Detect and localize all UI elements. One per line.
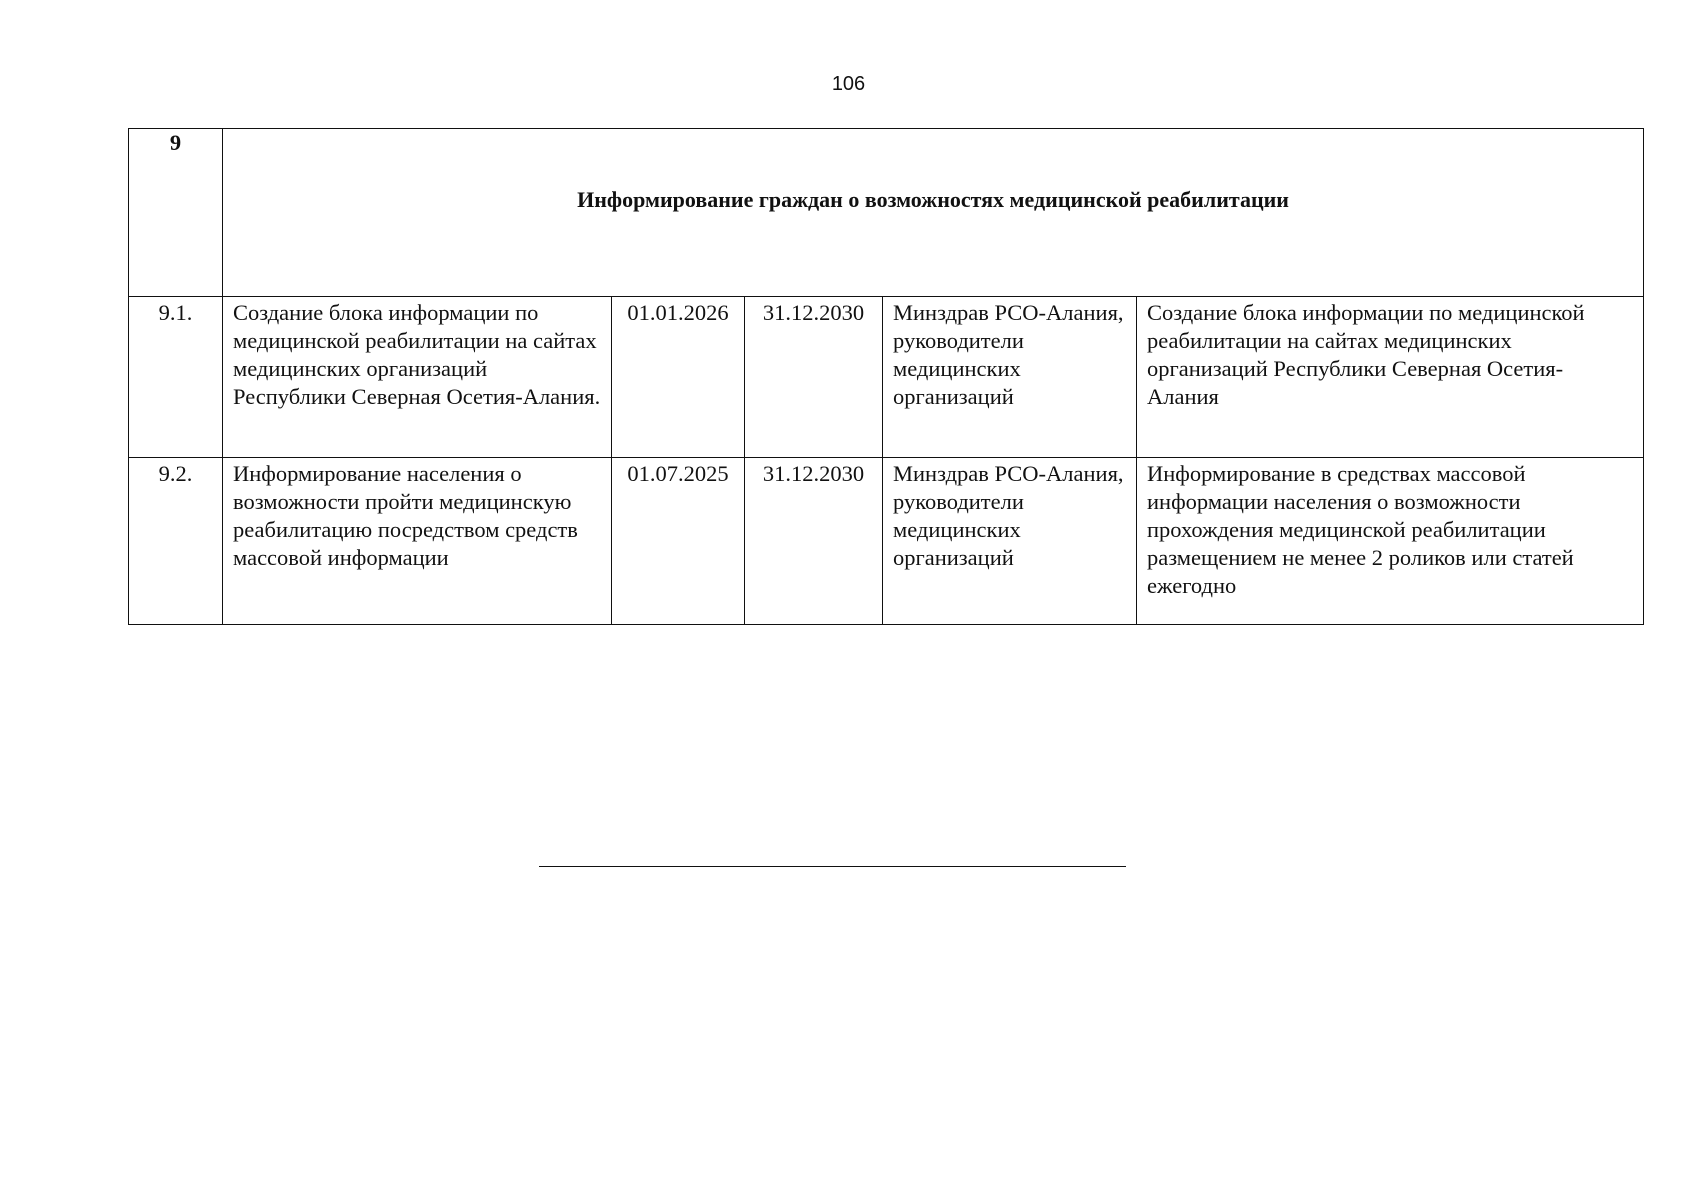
row-action: Создание блока информации по медицинской реабилитации на сайтах медицинских организаций Республики Северная Осетия-Алания.	[223, 297, 612, 458]
row-responsible: Минздрав РСО-Алания, руководители медицинских организаций	[883, 458, 1137, 625]
row-end-date: 31.12.2030	[745, 297, 883, 458]
row-responsible: Минздрав РСО-Алания, руководители медицинских организаций	[883, 297, 1137, 458]
page-number: 106	[831, 73, 866, 95]
row-action: Информирование населения о возможности пройти медицинскую реабилитацию посредством средств массовой информации	[223, 458, 612, 625]
activities-table	[128, 128, 1644, 625]
row-number: 9.2.	[129, 458, 223, 625]
row-end-date: 31.12.2030	[745, 458, 883, 625]
section-row	[129, 129, 1644, 297]
row-result: Создание блока информации по медицинской реабилитации на сайтах медицинских организаций Республики Северная Осетия-Алания	[1137, 297, 1644, 458]
section-number: 9	[129, 129, 223, 297]
table-row	[129, 458, 1644, 625]
section-title: Информирование граждан о возможностях медицинской реабилитации	[223, 129, 1644, 297]
row-number: 9.1.	[129, 297, 223, 458]
row-result: Информирование в средствах массовой информации населения о возможности прохождения медицинской реабилитации размещением не менее 2 роликов или статей ежегодно	[1137, 458, 1644, 625]
row-start-date: 01.07.2025	[612, 458, 745, 625]
table-row	[129, 297, 1644, 458]
end-of-document-line	[539, 866, 1126, 867]
row-start-date: 01.01.2026	[612, 297, 745, 458]
